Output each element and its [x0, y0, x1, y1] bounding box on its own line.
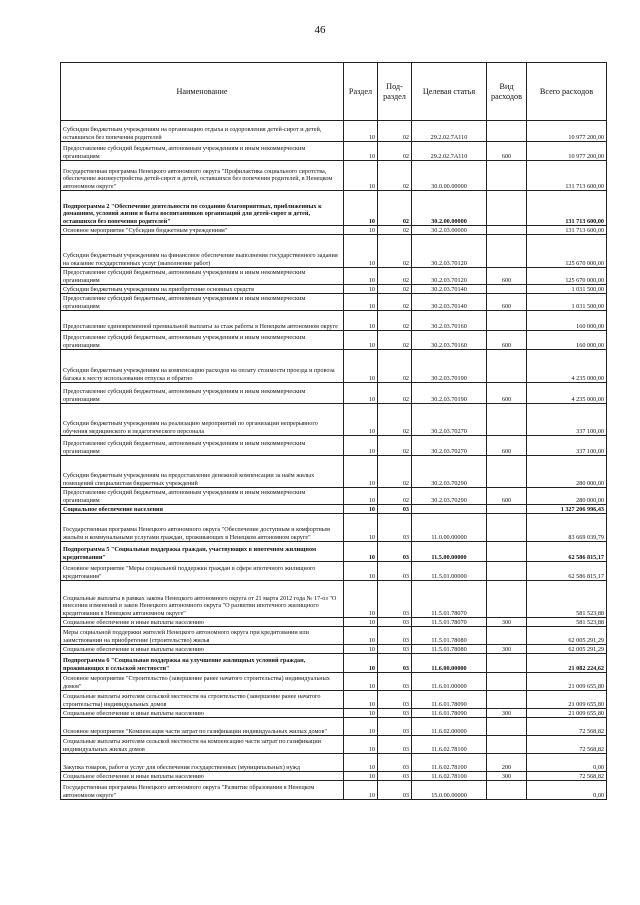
- row-section-cell: 10: [344, 488, 378, 505]
- row-section-cell: 10: [344, 736, 378, 754]
- table-row: [61, 383, 607, 404]
- row-type-cell: [487, 226, 527, 235]
- row-target-cell: 11.6.02.78100: [412, 772, 487, 781]
- row-type-cell: [487, 285, 527, 294]
- row-section-cell: 10: [344, 645, 378, 654]
- row-subsection-cell: 02: [378, 456, 412, 488]
- row-amount-cell: 62 586 815,17: [527, 562, 607, 581]
- table-row: [61, 673, 607, 691]
- row-type-cell: [487, 404, 527, 436]
- table-row: [61, 350, 607, 383]
- column-header-total: Всего расходов: [527, 63, 607, 121]
- row-subsection-cell: 03: [378, 736, 412, 754]
- row-amount-cell: 581 523,88: [527, 581, 607, 618]
- table-row: [61, 736, 607, 754]
- row-amount-cell: 62 586 815,17: [527, 542, 607, 562]
- row-section-cell: 10: [344, 718, 378, 736]
- table-row: [61, 121, 607, 142]
- row-subsection-cell: 02: [378, 294, 412, 311]
- row-amount-cell: 280 000,00: [527, 456, 607, 488]
- row-amount-cell: 21 009 655,80: [527, 691, 607, 709]
- row-amount-cell: 21 082 224,62: [527, 654, 607, 673]
- table-row: [61, 718, 607, 736]
- row-target-cell: 11.5.01.00000: [412, 562, 487, 581]
- row-subsection-cell: 02: [378, 331, 412, 350]
- row-section-cell: 10: [344, 754, 378, 772]
- row-type-cell: 600: [487, 383, 527, 404]
- column-header-subsection: Под- раздел: [378, 63, 412, 121]
- row-subsection-cell: 02: [378, 436, 412, 456]
- row-section-cell: 10: [344, 285, 378, 294]
- row-name-cell: Государственная программа Ненецкого автономного округа "Профилактика социального сиротства, обеспечение жизнеустройства детей-сирот и детей, оставшихся без попечения родителей, в Ненецком автономном округе": [61, 161, 344, 191]
- row-section-cell: 10: [344, 226, 378, 235]
- row-target-cell: 30.2.03.70140: [412, 285, 487, 294]
- row-name-cell: Подпрограмма 6 "Социальная поддержка на улучшение жилищных условий граждан, проживающих в сельской местности": [61, 654, 344, 673]
- row-subsection-cell: 02: [378, 404, 412, 436]
- row-subsection-cell: 03: [378, 754, 412, 772]
- row-type-cell: [487, 691, 527, 709]
- row-subsection-cell: 02: [378, 142, 412, 161]
- row-amount-cell: 21 009 655,80: [527, 709, 607, 718]
- row-name-cell: Социальное обеспечение и иные выплаты населению: [61, 645, 344, 654]
- row-name-cell: Субсидии бюджетным учреждениям на финансовое обеспечение выполнения государственного задания на оказание государственных услуг (выполнение работ): [61, 235, 344, 268]
- row-name-cell: Предоставление субсидий бюджетным, автономным учреждениям и иным некоммерческим организациям: [61, 294, 344, 311]
- row-section-cell: 10: [344, 456, 378, 488]
- table-row: [61, 404, 607, 436]
- row-name-cell: Предоставление субсидий бюджетным, автономным учреждениям и иным некоммерческим организациям: [61, 268, 344, 285]
- table-row: [61, 709, 607, 718]
- table-row: [61, 161, 607, 191]
- row-amount-cell: 62 005 291,29: [527, 627, 607, 645]
- table-row: [61, 691, 607, 709]
- row-type-cell: 200: [487, 754, 527, 772]
- row-subsection-cell: 03: [378, 709, 412, 718]
- table-row: [61, 436, 607, 456]
- row-subsection-cell: 03: [378, 581, 412, 618]
- row-name-cell: Государственная программа Ненецкого автономного округа "Развитие образования в Ненецком автономном округе": [61, 781, 344, 800]
- row-section-cell: 10: [344, 191, 378, 226]
- row-target-cell: 30.2.03.70270: [412, 404, 487, 436]
- row-subsection-cell: 02: [378, 235, 412, 268]
- row-name-cell: Субсидии бюджетным учреждениям на реализацию мероприятий по организации непрерывного обучения медицинского и педагогического персонала: [61, 404, 344, 436]
- row-amount-cell: 72 568,82: [527, 718, 607, 736]
- row-target-cell: 11.5.01.78070: [412, 581, 487, 618]
- row-subsection-cell: 03: [378, 718, 412, 736]
- row-section-cell: 10: [344, 542, 378, 562]
- row-name-cell: Основное мероприятие "Субсидии бюджетным учреждениям": [61, 226, 344, 235]
- row-target-cell: 30.2.03.70120: [412, 268, 487, 285]
- row-amount-cell: 72 568,82: [527, 772, 607, 781]
- row-amount-cell: 160 000,00: [527, 311, 607, 331]
- row-type-cell: [487, 781, 527, 800]
- row-subsection-cell: 03: [378, 772, 412, 781]
- row-name-cell: Предоставление субсидий бюджетным, автономным учреждениям и иным некоммерческим организациям: [61, 383, 344, 404]
- row-subsection-cell: 03: [378, 542, 412, 562]
- row-type-cell: [487, 191, 527, 226]
- row-name-cell: Основное мероприятие "Меры социальной поддержки граждан в сфере ипотечного жилищного кредитования": [61, 562, 344, 581]
- row-name-cell: Основное мероприятие "Компенсация части затрат по газификации индивидуальных жилых домов": [61, 718, 344, 736]
- column-header-name: Наименование: [61, 63, 344, 121]
- row-type-cell: [487, 350, 527, 383]
- row-type-cell: 600: [487, 268, 527, 285]
- row-section-cell: 10: [344, 235, 378, 268]
- row-name-cell: Социальные выплаты жителям сельской местности на строительство (завершение ранее начатого строительства) индивидуальных домов: [61, 691, 344, 709]
- row-target-cell: 11.0.00.00000: [412, 514, 487, 542]
- row-section-cell: 10: [344, 709, 378, 718]
- row-amount-cell: 1 327 206 996,43: [527, 505, 607, 514]
- row-amount-cell: 4 235 000,00: [527, 383, 607, 404]
- row-name-cell: Субсидии бюджетным учреждениям на компенсацию расходов на оплату стоимости проезда и провоза багажа к месту использования отпуска и обратно: [61, 350, 344, 383]
- row-subsection-cell: 03: [378, 781, 412, 800]
- row-name-cell: Субсидии бюджетным учреждениям на организацию отдыха и оздоровления детей-сирот и детей, оставшихся без попечения родителей: [61, 121, 344, 142]
- row-subsection-cell: 02: [378, 268, 412, 285]
- table-row: [61, 562, 607, 581]
- row-section-cell: 10: [344, 161, 378, 191]
- row-subsection-cell: 03: [378, 627, 412, 645]
- row-name-cell: Социальное обеспечение и иные выплаты населению: [61, 709, 344, 718]
- row-target-cell: 30.2.03.70160: [412, 311, 487, 331]
- row-name-cell: Социальные выплаты в рамках закона Ненецкого автономного округа от 21 марта 2012 года № 17-оз "О внесении изменений в закон Ненецкого автономного округа "О развитии ипотечного жилищного кредитования в Ненецком автономном округе": [61, 581, 344, 618]
- row-subsection-cell: 02: [378, 226, 412, 235]
- row-type-cell: [487, 673, 527, 691]
- row-type-cell: [487, 161, 527, 191]
- row-subsection-cell: 02: [378, 121, 412, 142]
- row-subsection-cell: 03: [378, 514, 412, 542]
- table-row: [61, 488, 607, 505]
- row-target-cell: 15.0.00.00000: [412, 781, 487, 800]
- table-row: [61, 645, 607, 654]
- row-amount-cell: 337 100,00: [527, 436, 607, 456]
- row-section-cell: 10: [344, 350, 378, 383]
- row-target-cell: 30.0.00.00000: [412, 161, 487, 191]
- row-section-cell: 10: [344, 654, 378, 673]
- row-subsection-cell: 03: [378, 691, 412, 709]
- table-row: [61, 772, 607, 781]
- row-name-cell: Подпрограмма 5 "Социальная поддержка граждан, участвующих в ипотечном жилищном кредитовании": [61, 542, 344, 562]
- row-type-cell: [487, 736, 527, 754]
- row-name-cell: Меры социальной поддержки жителей Ненецкого автономного округа при кредитовании или заимствовании на приобретение (строительство) жилья: [61, 627, 344, 645]
- row-subsection-cell: 03: [378, 562, 412, 581]
- row-target-cell: 11.6.02.78100: [412, 754, 487, 772]
- table-row: [61, 456, 607, 488]
- table-row: [61, 268, 607, 285]
- row-amount-cell: 1 031 500,00: [527, 294, 607, 311]
- column-header-target: Целевая статья: [412, 63, 487, 121]
- table-row: [61, 331, 607, 350]
- row-target-cell: 11.6.00.00000: [412, 654, 487, 673]
- row-target-cell: 30.2.03.70190: [412, 350, 487, 383]
- row-name-cell: Социальные выплаты жителям сельской местности на компенсацию части затрат по газификации индивидуальных жилых домов: [61, 736, 344, 754]
- row-target-cell: 30.2.03.70290: [412, 488, 487, 505]
- row-name-cell: Основное мероприятие "Строительство (завершение ранее начатого строительства) индивидуальных домов": [61, 673, 344, 691]
- row-target-cell: 11.6.01.78090: [412, 691, 487, 709]
- row-name-cell: Государственная программа Ненецкого автономного округа "Обеспечение доступным и комфортным жильём и коммунальными услугами граждан, проживающих в Ненецком автономном округе": [61, 514, 344, 542]
- row-subsection-cell: 02: [378, 488, 412, 505]
- row-target-cell: 30.2.03.70270: [412, 436, 487, 456]
- row-amount-cell: 1 031 500,00: [527, 285, 607, 294]
- row-target-cell: 30.2.03.70160: [412, 331, 487, 350]
- row-subsection-cell: 03: [378, 505, 412, 514]
- row-type-cell: 600: [487, 488, 527, 505]
- row-type-cell: [487, 505, 527, 514]
- table-row: [61, 142, 607, 161]
- row-amount-cell: 21 009 655,80: [527, 673, 607, 691]
- row-subsection-cell: 02: [378, 311, 412, 331]
- column-header-type: Вид расходов: [487, 63, 527, 121]
- table-row: [61, 581, 607, 618]
- row-amount-cell: 0,00: [527, 754, 607, 772]
- row-type-cell: [487, 654, 527, 673]
- row-target-cell: 11.5.01.78080: [412, 627, 487, 645]
- row-type-cell: [487, 542, 527, 562]
- table-row: [61, 781, 607, 800]
- row-subsection-cell: 02: [378, 285, 412, 294]
- page-number: 46: [314, 24, 326, 36]
- row-type-cell: [487, 235, 527, 268]
- column-header-section: Раздел: [344, 63, 378, 121]
- row-type-cell: 300: [487, 618, 527, 627]
- row-amount-cell: 125 670 000,00: [527, 268, 607, 285]
- table-row: [61, 285, 607, 294]
- row-amount-cell: 62 005 291,29: [527, 645, 607, 654]
- table-row: [61, 191, 607, 226]
- row-type-cell: 300: [487, 709, 527, 718]
- row-subsection-cell: 02: [378, 350, 412, 383]
- row-section-cell: 10: [344, 121, 378, 142]
- row-target-cell: 30.2.00.00000: [412, 191, 487, 226]
- row-amount-cell: 131 713 600,00: [527, 226, 607, 235]
- row-name-cell: Закупка товаров, работ и услуг для обеспечения государственных (муниципальных) нужд: [61, 754, 344, 772]
- row-name-cell: Социальное обеспечение и иные выплаты населению: [61, 618, 344, 627]
- row-amount-cell: 280 000,00: [527, 488, 607, 505]
- row-amount-cell: 337 100,00: [527, 404, 607, 436]
- row-target-cell: 30.2.03.00000: [412, 226, 487, 235]
- row-type-cell: [487, 456, 527, 488]
- row-section-cell: 10: [344, 331, 378, 350]
- row-target-cell: 11.6.02.00000: [412, 718, 487, 736]
- row-amount-cell: 72 568,82: [527, 736, 607, 754]
- row-section-cell: 10: [344, 772, 378, 781]
- row-target-cell: [412, 505, 487, 514]
- row-section-cell: 10: [344, 673, 378, 691]
- row-target-cell: 11.5.01.78080: [412, 645, 487, 654]
- row-target-cell: 30.2.03.70140: [412, 294, 487, 311]
- row-target-cell: 30.2.03.70190: [412, 383, 487, 404]
- row-target-cell: 29.2.02.7А110: [412, 142, 487, 161]
- row-target-cell: 11.6.02.78100: [412, 736, 487, 754]
- row-section-cell: 10: [344, 268, 378, 285]
- row-section-cell: 10: [344, 436, 378, 456]
- row-section-cell: 10: [344, 505, 378, 514]
- table-row: [61, 514, 607, 542]
- row-section-cell: 10: [344, 383, 378, 404]
- row-target-cell: 11.6.01.00000: [412, 673, 487, 691]
- row-section-cell: 10: [344, 514, 378, 542]
- row-type-cell: [487, 627, 527, 645]
- row-section-cell: 10: [344, 618, 378, 627]
- row-type-cell: 600: [487, 436, 527, 456]
- row-subsection-cell: 03: [378, 673, 412, 691]
- row-target-cell: 11.5.01.78070: [412, 618, 487, 627]
- row-section-cell: 10: [344, 294, 378, 311]
- row-subsection-cell: 03: [378, 654, 412, 673]
- row-name-cell: Предоставление субсидий бюджетным, автономным учреждениям и иным некоммерческим организациям: [61, 142, 344, 161]
- row-section-cell: 10: [344, 142, 378, 161]
- row-target-cell: 29.2.02.7А110: [412, 121, 487, 142]
- row-type-cell: 300: [487, 645, 527, 654]
- row-subsection-cell: 02: [378, 383, 412, 404]
- row-type-cell: [487, 311, 527, 331]
- row-amount-cell: 581 523,88: [527, 618, 607, 627]
- table-row: [61, 627, 607, 645]
- row-type-cell: [487, 718, 527, 736]
- row-amount-cell: 131 713 600,00: [527, 161, 607, 191]
- row-amount-cell: 125 670 000,00: [527, 235, 607, 268]
- row-type-cell: [487, 562, 527, 581]
- row-target-cell: 30.2.03.70290: [412, 456, 487, 488]
- row-section-cell: 10: [344, 781, 378, 800]
- row-section-cell: 10: [344, 562, 378, 581]
- row-amount-cell: 4 235 000,00: [527, 350, 607, 383]
- row-target-cell: 11.6.01.78090: [412, 709, 487, 718]
- row-amount-cell: 160 000,00: [527, 331, 607, 350]
- row-type-cell: 600: [487, 331, 527, 350]
- row-name-cell: Социальное обеспечение населения: [61, 505, 344, 514]
- row-amount-cell: 131 713 600,00: [527, 191, 607, 226]
- row-subsection-cell: 02: [378, 191, 412, 226]
- row-subsection-cell: 03: [378, 618, 412, 627]
- table-body: [61, 121, 607, 800]
- row-name-cell: Социальное обеспечение и иные выплаты населению: [61, 772, 344, 781]
- table-header-row: [61, 63, 607, 121]
- table-row: [61, 542, 607, 562]
- row-name-cell: Предоставление единовременной премиальной выплаты за стаж работы в Ненецком автономном округе: [61, 311, 344, 331]
- budget-table: [60, 62, 607, 800]
- row-type-cell: 600: [487, 294, 527, 311]
- row-name-cell: Предоставление субсидий бюджетным, автономным учреждениям и иным некоммерческим организациям: [61, 331, 344, 350]
- row-name-cell: Субсидии бюджетным учреждениям на приобретение основных средств: [61, 285, 344, 294]
- table-row: [61, 311, 607, 331]
- row-subsection-cell: 03: [378, 645, 412, 654]
- row-type-cell: [487, 121, 527, 142]
- row-section-cell: 10: [344, 311, 378, 331]
- row-amount-cell: 83 669 039,79: [527, 514, 607, 542]
- row-section-cell: 10: [344, 581, 378, 618]
- row-type-cell: 300: [487, 772, 527, 781]
- row-name-cell: Предоставление субсидий бюджетным, автономным учреждениям и иным некоммерческим организациям: [61, 436, 344, 456]
- row-name-cell: Подпрограмма 2 "Обеспечение деятельности по созданию благоприятных, приближенных к домашним, условий жизни и быта воспитанников организаций для детей-сирот и детей, оставшихся без попечения родителей": [61, 191, 344, 226]
- table-row: [61, 754, 607, 772]
- row-amount-cell: 0,00: [527, 781, 607, 800]
- row-amount-cell: 10 977 200,00: [527, 121, 607, 142]
- row-target-cell: 30.2.03.70120: [412, 235, 487, 268]
- row-name-cell: Субсидии бюджетным учреждениям на предоставление денежной компенсации за наём жилых помещений специалистам бюджетных учреждений: [61, 456, 344, 488]
- row-amount-cell: 10 977 200,00: [527, 142, 607, 161]
- table-row: [61, 235, 607, 268]
- table-row: [61, 618, 607, 627]
- row-type-cell: [487, 514, 527, 542]
- table-row: [61, 654, 607, 673]
- row-target-cell: 11.5.00.00000: [412, 542, 487, 562]
- table-row: [61, 294, 607, 311]
- table-row: [61, 505, 607, 514]
- table-row: [61, 226, 607, 235]
- row-section-cell: 10: [344, 404, 378, 436]
- row-section-cell: 10: [344, 627, 378, 645]
- row-name-cell: Предоставление субсидий бюджетным, автономным учреждениям и иным некоммерческим организациям: [61, 488, 344, 505]
- row-subsection-cell: 02: [378, 161, 412, 191]
- row-type-cell: 600: [487, 142, 527, 161]
- row-type-cell: [487, 581, 527, 618]
- row-section-cell: 10: [344, 691, 378, 709]
